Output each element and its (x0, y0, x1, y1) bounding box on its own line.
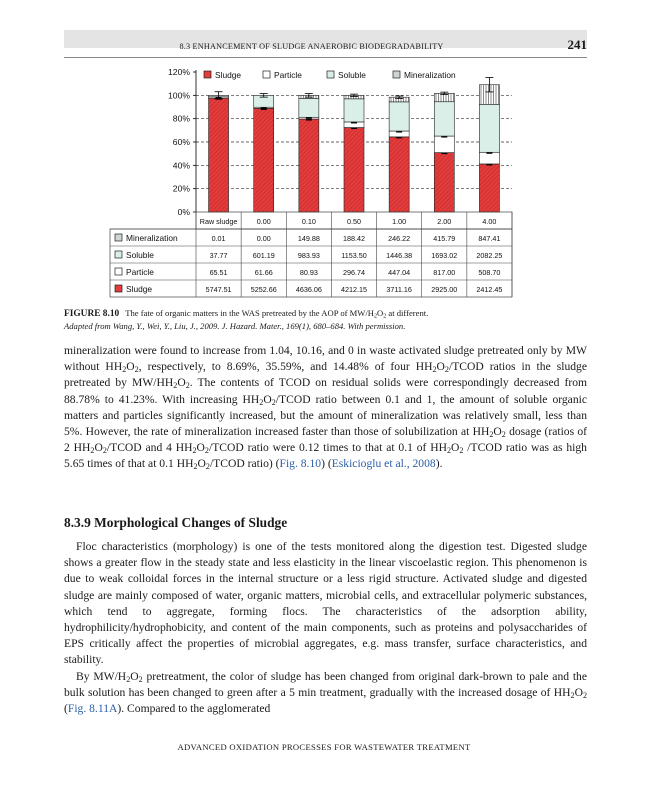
table-cell: 37.77 (209, 251, 228, 260)
table-cell: 3711.16 (386, 285, 412, 294)
page-number: 241 (567, 37, 587, 52)
body-paragraph-1: mineralization were found to increase from 1.04, 10.16, and 0 in waste activated sludge pretreated only by MW without $HH_2O_2$, respectively, to 8.69%, 35.59%, and 14.48% of four $HH_2O_2$/TCOD ratios in the sludge pretreated by $MW/HH_2O_2$. The contents of TCOD on residual solids were correspondingly decreased from 88.78% to 41.23%. With increasing $HH_2O_2$/TCOD ratio between 0.1 and 1, the amount of soluble organic matters and particles significantly increased, but the amount of mineralization was relatively small, less than 5%. However, the rate of mineralization increased faster than those of solubilization at $HH_2O_2$ dosage (ratios of 2 $HH_2O_2$/TCOD and 4 $HH_2O_2$/TCOD ratio were 0.12 times to that at 0.1 of $HH_2O_2$ /TCOD ratio was as high 5.65 times of that at 0.1 $HH_2O_2$/TCOD ratio) (Fig. 8.10) (Eskicioglu et al., 2008). (64, 344, 588, 472)
table-row-label: Soluble (126, 250, 154, 260)
table-cell: 149.88 (297, 234, 320, 243)
caption-text: The fate of organic matters in the WAS pretreated by the AOP of MW/H (125, 308, 374, 318)
bar-soluble (479, 104, 499, 152)
table-cell: 2925.00 (431, 285, 458, 294)
y-tick-label: 20% (172, 183, 190, 194)
table-cell: 0.00 (256, 234, 271, 243)
page-footer: ADVANCED OXIDATION PROCESSES FOR WASTEWATER TREATMENT (177, 742, 471, 752)
legend-swatch (204, 71, 211, 78)
table-cell: 1153.50 (341, 251, 367, 260)
table-cell: 508.70 (478, 268, 501, 277)
table-cell: 188.42 (343, 234, 365, 243)
y-tick-label: 40% (172, 160, 190, 171)
bar-sludge (389, 137, 409, 212)
y-tick-label: 60% (172, 137, 190, 147)
section-heading: 8.3.9 Morphological Changes of Sludge (64, 515, 288, 530)
table-cell: 61.66 (254, 268, 273, 277)
table-cell: 2412.45 (476, 285, 503, 294)
bar-sludge (254, 108, 274, 212)
legend-swatch (327, 71, 334, 78)
table-cell: 296.74 (343, 268, 365, 277)
table-header-cell: 4.00 (482, 217, 497, 226)
legend-label: Soluble (338, 70, 366, 80)
stacked-bar-chart (100, 64, 520, 302)
table-cell: 847.41 (478, 234, 501, 243)
table-header-cell: Raw sludge (199, 217, 238, 226)
bar-sludge (299, 119, 319, 212)
legend-swatch (393, 71, 400, 78)
table-row-swatch (115, 234, 122, 241)
table-cell: 817.00 (433, 268, 456, 277)
figure-caption: FIGURE 8.10 The fate of organic matters in the WAS pretreated by the AOP of $MW/H_2O_2$ at different. Adapted from Wang, Y., Wei, Y., Liu, J., 2009. J. Hazard. Mater., 169(1), 680–684. With permission. (64, 308, 429, 331)
legend-label: Mineralization (404, 70, 456, 80)
table-cell: 5747.51 (205, 285, 232, 294)
table-cell: 1693.02 (431, 251, 458, 260)
body-paragraph-2: Floc characteristics (morphology) is one of the tests monitored along the digestion test. Digested sludge shows a greater flow in the steady state and less elasticity in the linear viscoelastic region. This phenomenon is due to weak colloidal forces in the internal structure or a less rigid structure. Activated sludge and digested sludge are mainly composed of water, organic matters, microbial cells, and extracellular polymeric substances, which tend to aggregate, forming flocs. The characteristics of the adsorption ability, hydrophilicity/hydrophobicity, and content of the main components, such as proteins and polysaccharides of EPS critically affect the properties of microbial aggregates, e.g. mass transfer, surface characteristics, and stability. By $MW/H_2O_2$ pretreatment, the color of sludge has been changed from original dark-brown to pale and the bulk solution has been changed to green after a 5 min treatment, gradually with the increased dosage of $HH_2O_2$ (Fig. 8.11A). Compared to the agglomerated (64, 540, 587, 716)
table-cell: 4212.15 (341, 285, 367, 294)
header-rule (64, 57, 587, 58)
y-tick-label: 0% (177, 207, 190, 217)
bar-sludge (479, 164, 499, 212)
table-header-cell: 0.50 (347, 217, 361, 226)
table-cell: 601.19 (252, 251, 275, 260)
table-cell: 1446.38 (386, 251, 413, 260)
bar-soluble (344, 99, 364, 122)
y-tick-label: 100% (168, 90, 190, 101)
caption-source: Adapted from Wang, Y., Wei, Y., Liu, J., 2009. J. Hazard. Mater., 169(1), 680–684. With permission. (64, 321, 406, 331)
y-tick-label: 80% (172, 113, 190, 124)
table-cell: 80.93 (299, 268, 318, 277)
figure-link[interactable]: Fig. 8.10 (279, 457, 322, 471)
table-cell: 246.22 (388, 234, 411, 243)
table-row-swatch (115, 268, 122, 275)
bar-sludge (209, 98, 229, 212)
figure-link-8-11[interactable]: Fig. 8.11A (67, 702, 118, 716)
running-head: 8.3 ENHANCEMENT OF SLUDGE ANAEROBIC BIODEGRADABILITY (179, 42, 444, 51)
table-header-cell: 0.00 (256, 217, 271, 226)
table-cell: 4636.06 (295, 285, 322, 294)
table-cell: 0.01 (211, 234, 226, 243)
table-cell: 2082.25 (476, 251, 503, 260)
table-header-cell: 2.00 (437, 217, 452, 226)
bar-particle (479, 152, 499, 164)
table-row-swatch (115, 285, 122, 292)
bar-sludge (344, 128, 364, 212)
table-cell: 65.51 (209, 268, 228, 277)
citation-link[interactable]: Eskicioglu et al., 2008 (331, 457, 436, 471)
caption-text-end: at different. (386, 308, 429, 318)
bar-soluble (389, 102, 409, 131)
table-cell: 415.79 (433, 234, 456, 243)
legend-label: Particle (274, 70, 302, 80)
table-header-cell: 0.10 (301, 217, 316, 226)
legend-swatch (263, 71, 270, 78)
bar-soluble (299, 98, 319, 117)
bar-particle (434, 136, 454, 153)
bar-soluble (434, 102, 454, 136)
table-cell: 983.93 (297, 251, 320, 260)
page-header (64, 30, 587, 64)
table-cell: 447.04 (388, 268, 411, 277)
legend-label: Sludge (215, 70, 242, 80)
table-row-label: Particle (126, 267, 154, 277)
figure-label: FIGURE 8.10 (64, 309, 120, 319)
bar-sludge (434, 153, 454, 212)
y-tick-label: 120% (168, 67, 190, 77)
table-row-swatch (115, 251, 122, 258)
table-header-cell: 1.00 (392, 217, 407, 226)
table-row-label: Mineralization (126, 233, 178, 243)
table-cell: 5252.66 (250, 285, 277, 294)
table-row-label: Sludge (126, 284, 153, 294)
